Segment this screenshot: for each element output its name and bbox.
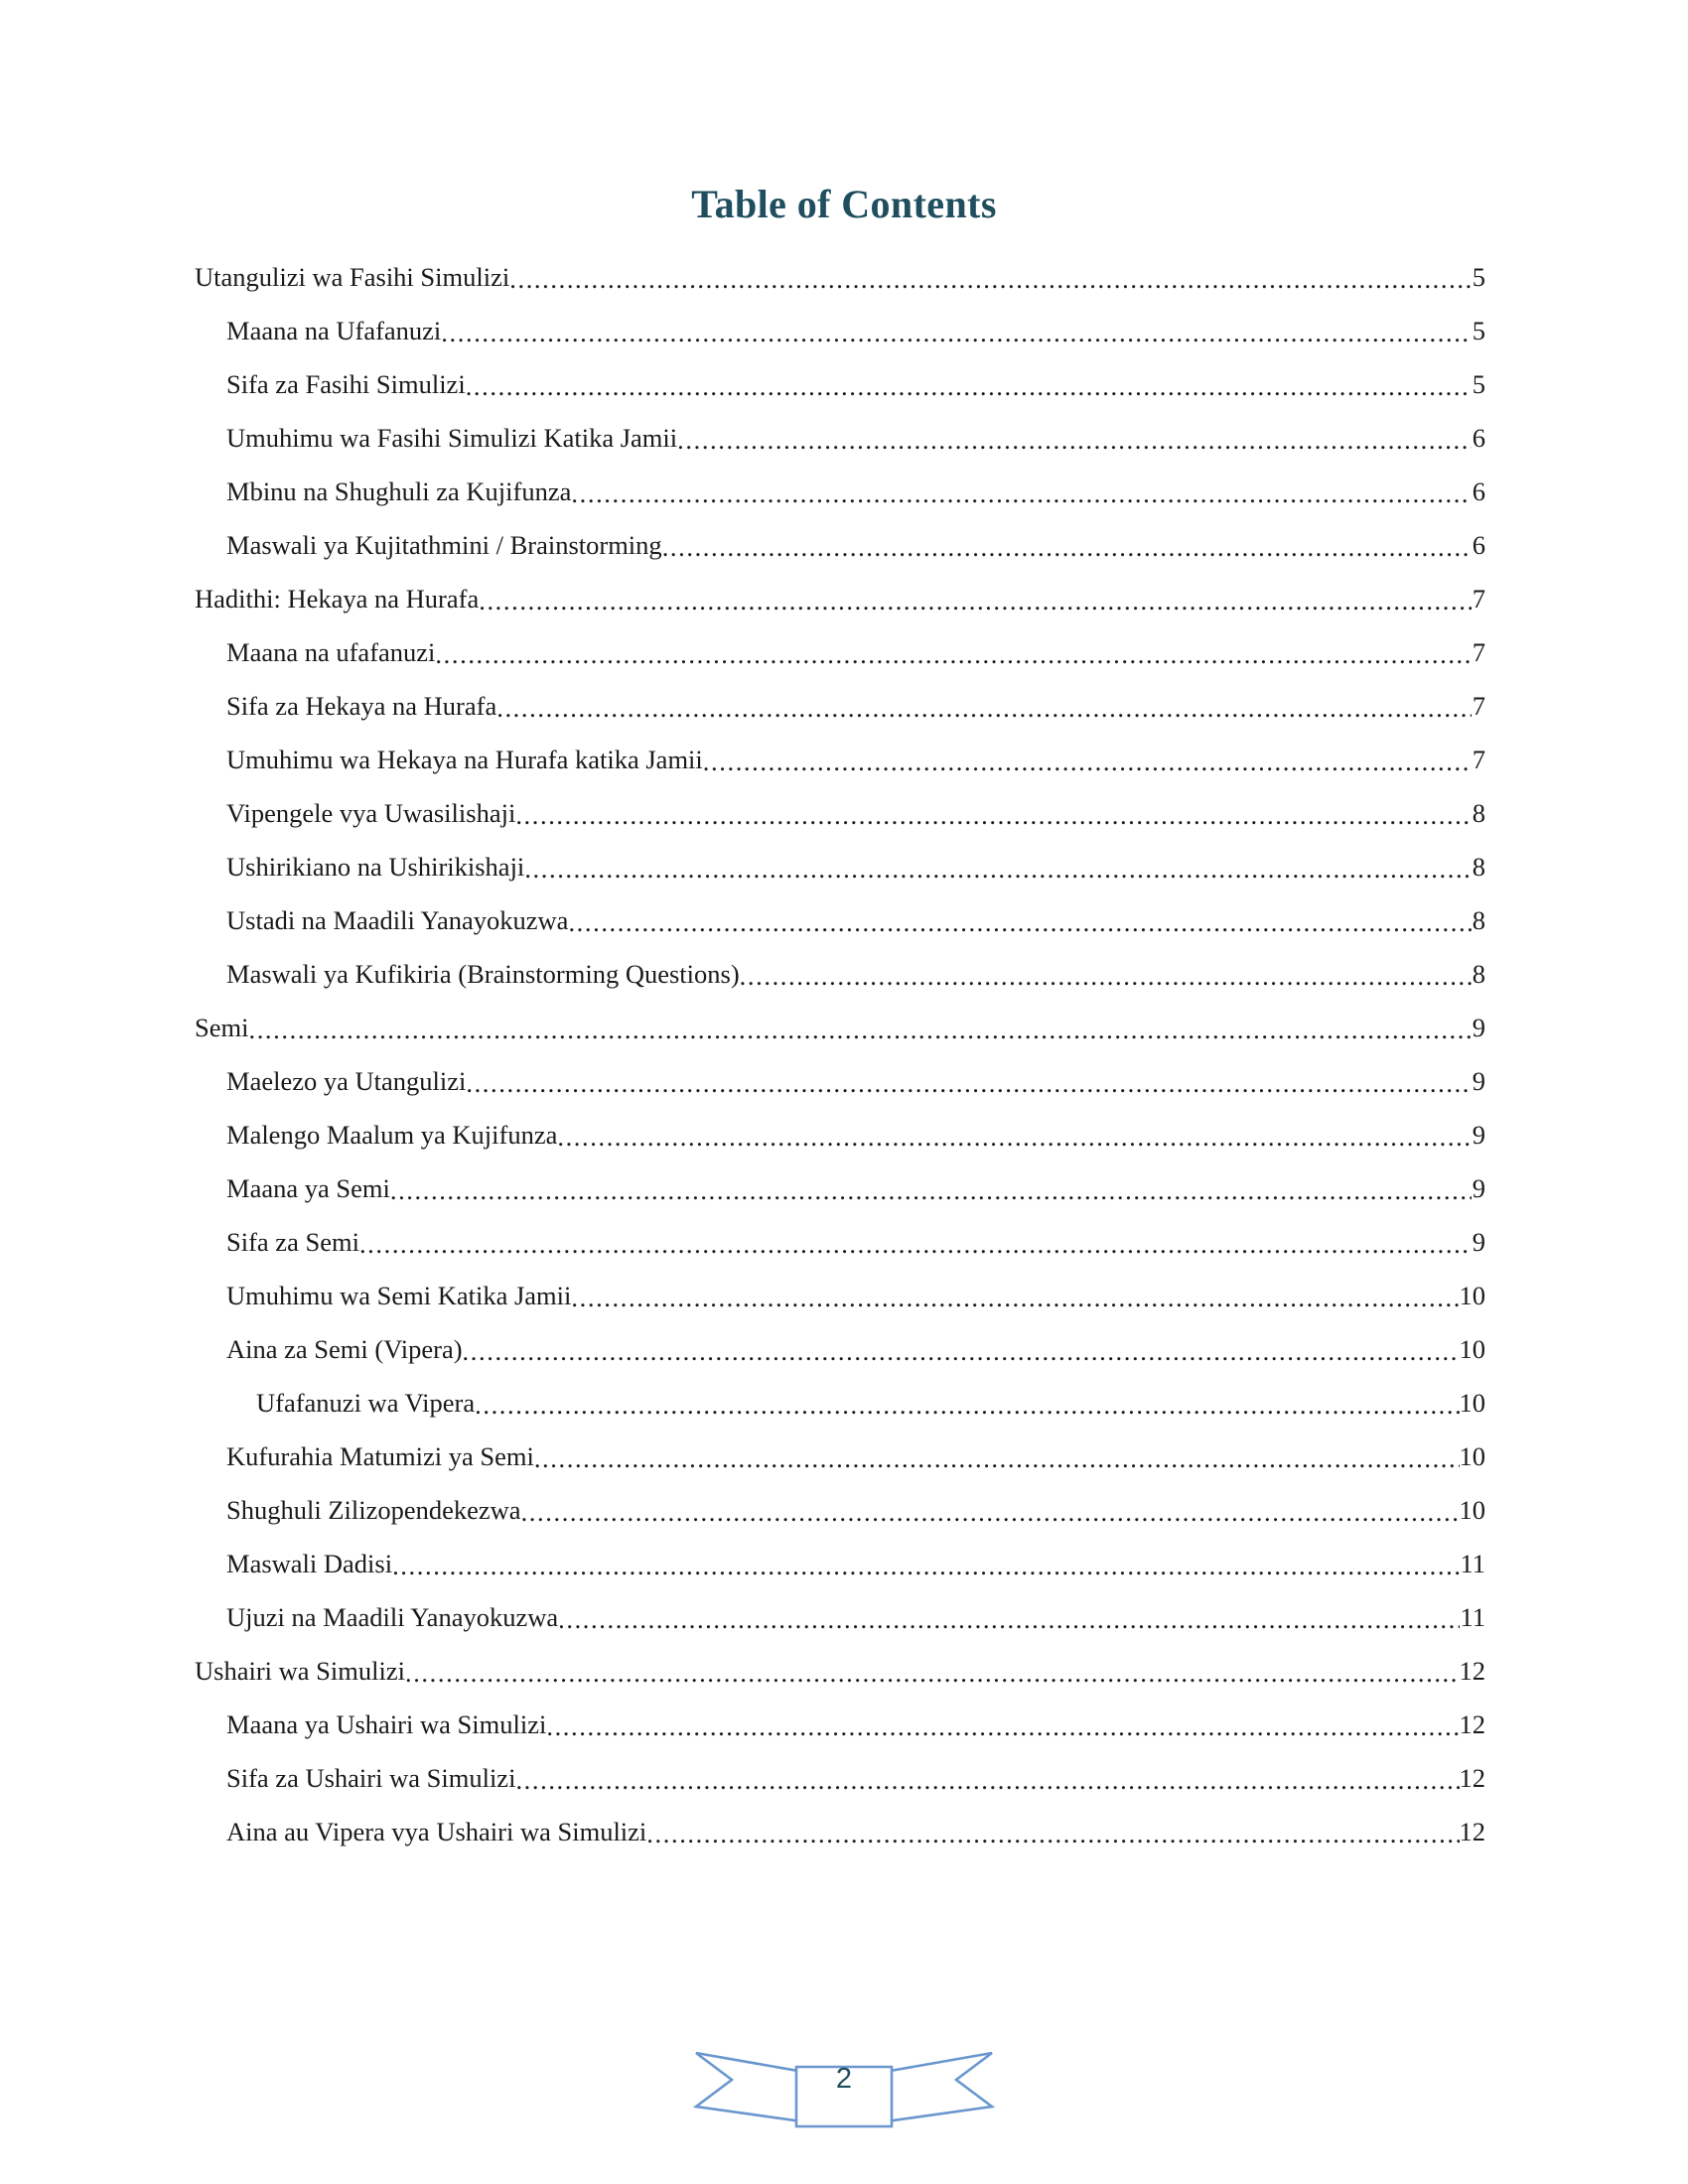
toc-entry-page-number: 7: [1472, 584, 1485, 614]
toc-entry-label: Maana ya Semi: [226, 1173, 390, 1204]
toc-entry-page-number: 12: [1459, 1656, 1485, 1687]
toc-entry[interactable]: [195, 1150, 1485, 1203]
toc-entry[interactable]: [195, 1310, 1485, 1364]
toc-entry-page-number: 10: [1459, 1334, 1485, 1365]
toc-entry[interactable]: [195, 1471, 1485, 1525]
toc-leader-dots: [515, 1767, 1459, 1794]
toc-entry-label: Umuhimu wa Hekaya na Hurafa katika Jamii: [226, 745, 703, 775]
toc-entry-page-number: 12: [1459, 1763, 1485, 1794]
toc-entry-label: Ufafanuzi wa Vipera: [256, 1388, 476, 1419]
toc-leader-dots: [466, 1070, 1472, 1097]
toc-leader-dots: [515, 802, 1472, 829]
page-number: 2: [835, 2063, 853, 2095]
toc-entry-label: Vipengele vya Uwasilishaji: [226, 798, 516, 829]
toc-leader-dots: [248, 1017, 1472, 1043]
toc-entry-label: Malengo Maalum ya Kujifunza: [226, 1120, 558, 1151]
toc-entry-page-number: 7: [1472, 691, 1485, 722]
toc-entry-label: Maana ya Ushairi wa Simulizi: [226, 1709, 547, 1740]
toc-entry-page-number: 7: [1472, 745, 1485, 775]
toc-entry-page-number: 10: [1459, 1281, 1485, 1311]
toc-entry-page-number: 12: [1459, 1709, 1485, 1740]
toc-entry-label: Aina za Semi (Vipera): [226, 1334, 463, 1365]
toc-entry-page-number: 8: [1472, 959, 1485, 990]
toc-entry-page-number: 5: [1472, 316, 1485, 346]
toc-entry[interactable]: [195, 399, 1485, 453]
toc-entry[interactable]: [195, 1525, 1485, 1578]
toc-entry-page-number: 12: [1459, 1817, 1485, 1847]
toc-entry[interactable]: [195, 345, 1485, 399]
toc-leader-dots: [463, 1338, 1460, 1365]
toc-leader-dots: [496, 695, 1472, 722]
toc-entry-page-number: 8: [1472, 852, 1485, 883]
toc-entry-label: Maana na ufafanuzi: [226, 637, 436, 668]
toc-entry[interactable]: [195, 1096, 1485, 1150]
table-of-contents-list: [195, 238, 1485, 1846]
toc-entry[interactable]: [195, 453, 1485, 506]
toc-entry-label: Mbinu na Shughuli za Kujifunza: [226, 477, 572, 507]
toc-entry[interactable]: [195, 1042, 1485, 1096]
toc-entry[interactable]: [195, 560, 1485, 614]
toc-entry-page-number: 10: [1459, 1388, 1485, 1419]
toc-leader-dots: [509, 266, 1472, 293]
toc-leader-dots: [441, 320, 1472, 346]
toc-leader-dots: [521, 1499, 1460, 1526]
toc-leader-dots: [677, 427, 1472, 454]
toc-leader-dots: [646, 1821, 1459, 1847]
toc-entry[interactable]: [195, 1686, 1485, 1739]
toc-leader-dots: [546, 1713, 1459, 1740]
toc-entry-label: Kufurahia Matumizi ya Semi: [226, 1441, 534, 1472]
toc-leader-dots: [534, 1445, 1460, 1472]
toc-entry-label: Shughuli Zilizopendekezwa: [226, 1495, 521, 1526]
toc-entry[interactable]: [195, 989, 1485, 1042]
toc-leader-dots: [524, 856, 1472, 883]
toc-entry-page-number: 9: [1472, 1173, 1485, 1204]
toc-entry-label: Aina au Vipera vya Ushairi wa Simulizi: [226, 1817, 647, 1847]
toc-entry-page-number: 5: [1472, 262, 1485, 293]
toc-entry-page-number: 9: [1472, 1227, 1485, 1258]
toc-entry[interactable]: [195, 1364, 1485, 1418]
toc-entry-page-number: 9: [1472, 1120, 1485, 1151]
toc-leader-dots: [557, 1124, 1472, 1151]
toc-entry-label: Ujuzi na Maadili Yanayokuzwa: [226, 1602, 559, 1633]
toc-entry-page-number: 11: [1460, 1602, 1485, 1633]
toc-entry-label: Maswali ya Kujitathmini / Brainstorming: [226, 530, 662, 561]
toc-entry[interactable]: [195, 882, 1485, 935]
toc-entry-label: Maswali ya Kufikiria (Brainstorming Questions): [226, 959, 740, 990]
toc-entry[interactable]: [195, 935, 1485, 989]
toc-leader-dots: [405, 1660, 1460, 1687]
toc-entry-label: Semi: [195, 1013, 249, 1043]
toc-entry[interactable]: [195, 1203, 1485, 1257]
toc-entry[interactable]: [195, 1418, 1485, 1471]
toc-entry-page-number: 6: [1472, 423, 1485, 454]
toc-entry-label: Sifa za Ushairi wa Simulizi: [226, 1763, 516, 1794]
toc-entry-page-number: 10: [1459, 1495, 1485, 1526]
toc-entry-label: Maelezo ya Utangulizi: [226, 1066, 467, 1097]
toc-entry[interactable]: [195, 292, 1485, 345]
toc-entry-label: Sifa za Hekaya na Hurafa: [226, 691, 497, 722]
toc-leader-dots: [662, 534, 1472, 561]
toc-entry[interactable]: [195, 828, 1485, 882]
toc-entry[interactable]: [195, 1578, 1485, 1632]
toc-entry-label: Umuhimu wa Fasihi Simulizi Katika Jamii: [226, 423, 678, 454]
toc-entry-page-number: 6: [1472, 530, 1485, 561]
toc-leader-dots: [390, 1177, 1472, 1204]
toc-entry-page-number: 9: [1472, 1013, 1485, 1043]
toc-leader-dots: [359, 1231, 1472, 1258]
toc-entry[interactable]: [195, 721, 1485, 774]
toc-entry-page-number: 6: [1472, 477, 1485, 507]
toc-leader-dots: [479, 588, 1472, 614]
toc-entry-label: Hadithi: Hekaya na Hurafa: [195, 584, 480, 614]
toc-entry-page-number: 8: [1472, 905, 1485, 936]
toc-entry-label: Sifa za Fasihi Simulizi: [226, 369, 466, 400]
toc-leader-dots: [392, 1553, 1460, 1579]
toc-entry[interactable]: [195, 614, 1485, 667]
toc-entry-label: Maswali Dadisi: [226, 1549, 393, 1579]
toc-entry-label: Utangulizi wa Fasihi Simulizi: [195, 262, 510, 293]
toc-leader-dots: [571, 480, 1472, 507]
toc-leader-dots: [466, 373, 1472, 400]
toc-leader-dots: [740, 963, 1472, 990]
toc-entry-page-number: 7: [1472, 637, 1485, 668]
toc-entry-label: Maana na Ufafanuzi: [226, 316, 442, 346]
toc-entry-page-number: 8: [1472, 798, 1485, 829]
toc-entry-page-number: 9: [1472, 1066, 1485, 1097]
toc-entry[interactable]: [195, 506, 1485, 560]
toc-entry-page-number: 5: [1472, 369, 1485, 400]
toc-entry[interactable]: [195, 667, 1485, 721]
toc-entry-label: Sifa za Semi: [226, 1227, 359, 1258]
toc-entry[interactable]: [195, 774, 1485, 828]
toc-leader-dots: [558, 1606, 1460, 1633]
page-title: Table of Contents: [691, 182, 997, 226]
toc-leader-dots: [435, 641, 1472, 668]
toc-entry[interactable]: [195, 1739, 1485, 1793]
toc-leader-dots: [475, 1392, 1459, 1419]
toc-entry-label: Ustadi na Maadili Yanayokuzwa: [226, 905, 569, 936]
toc-entry[interactable]: [195, 1793, 1485, 1846]
toc-leader-dots: [568, 909, 1472, 936]
toc-entry-label: Umuhimu wa Semi Katika Jamii: [226, 1281, 572, 1311]
toc-entry[interactable]: [195, 1632, 1485, 1686]
toc-entry[interactable]: [195, 238, 1485, 292]
toc-entry-page-number: 10: [1459, 1441, 1485, 1472]
toc-entry-page-number: 11: [1460, 1549, 1485, 1579]
toc-entry-label: Ushairi wa Simulizi: [195, 1656, 405, 1687]
toc-entry-label: Ushirikiano na Ushirikishaji: [226, 852, 525, 883]
toc-entry[interactable]: [195, 1257, 1485, 1310]
toc-leader-dots: [703, 749, 1472, 775]
toc-leader-dots: [571, 1285, 1459, 1311]
